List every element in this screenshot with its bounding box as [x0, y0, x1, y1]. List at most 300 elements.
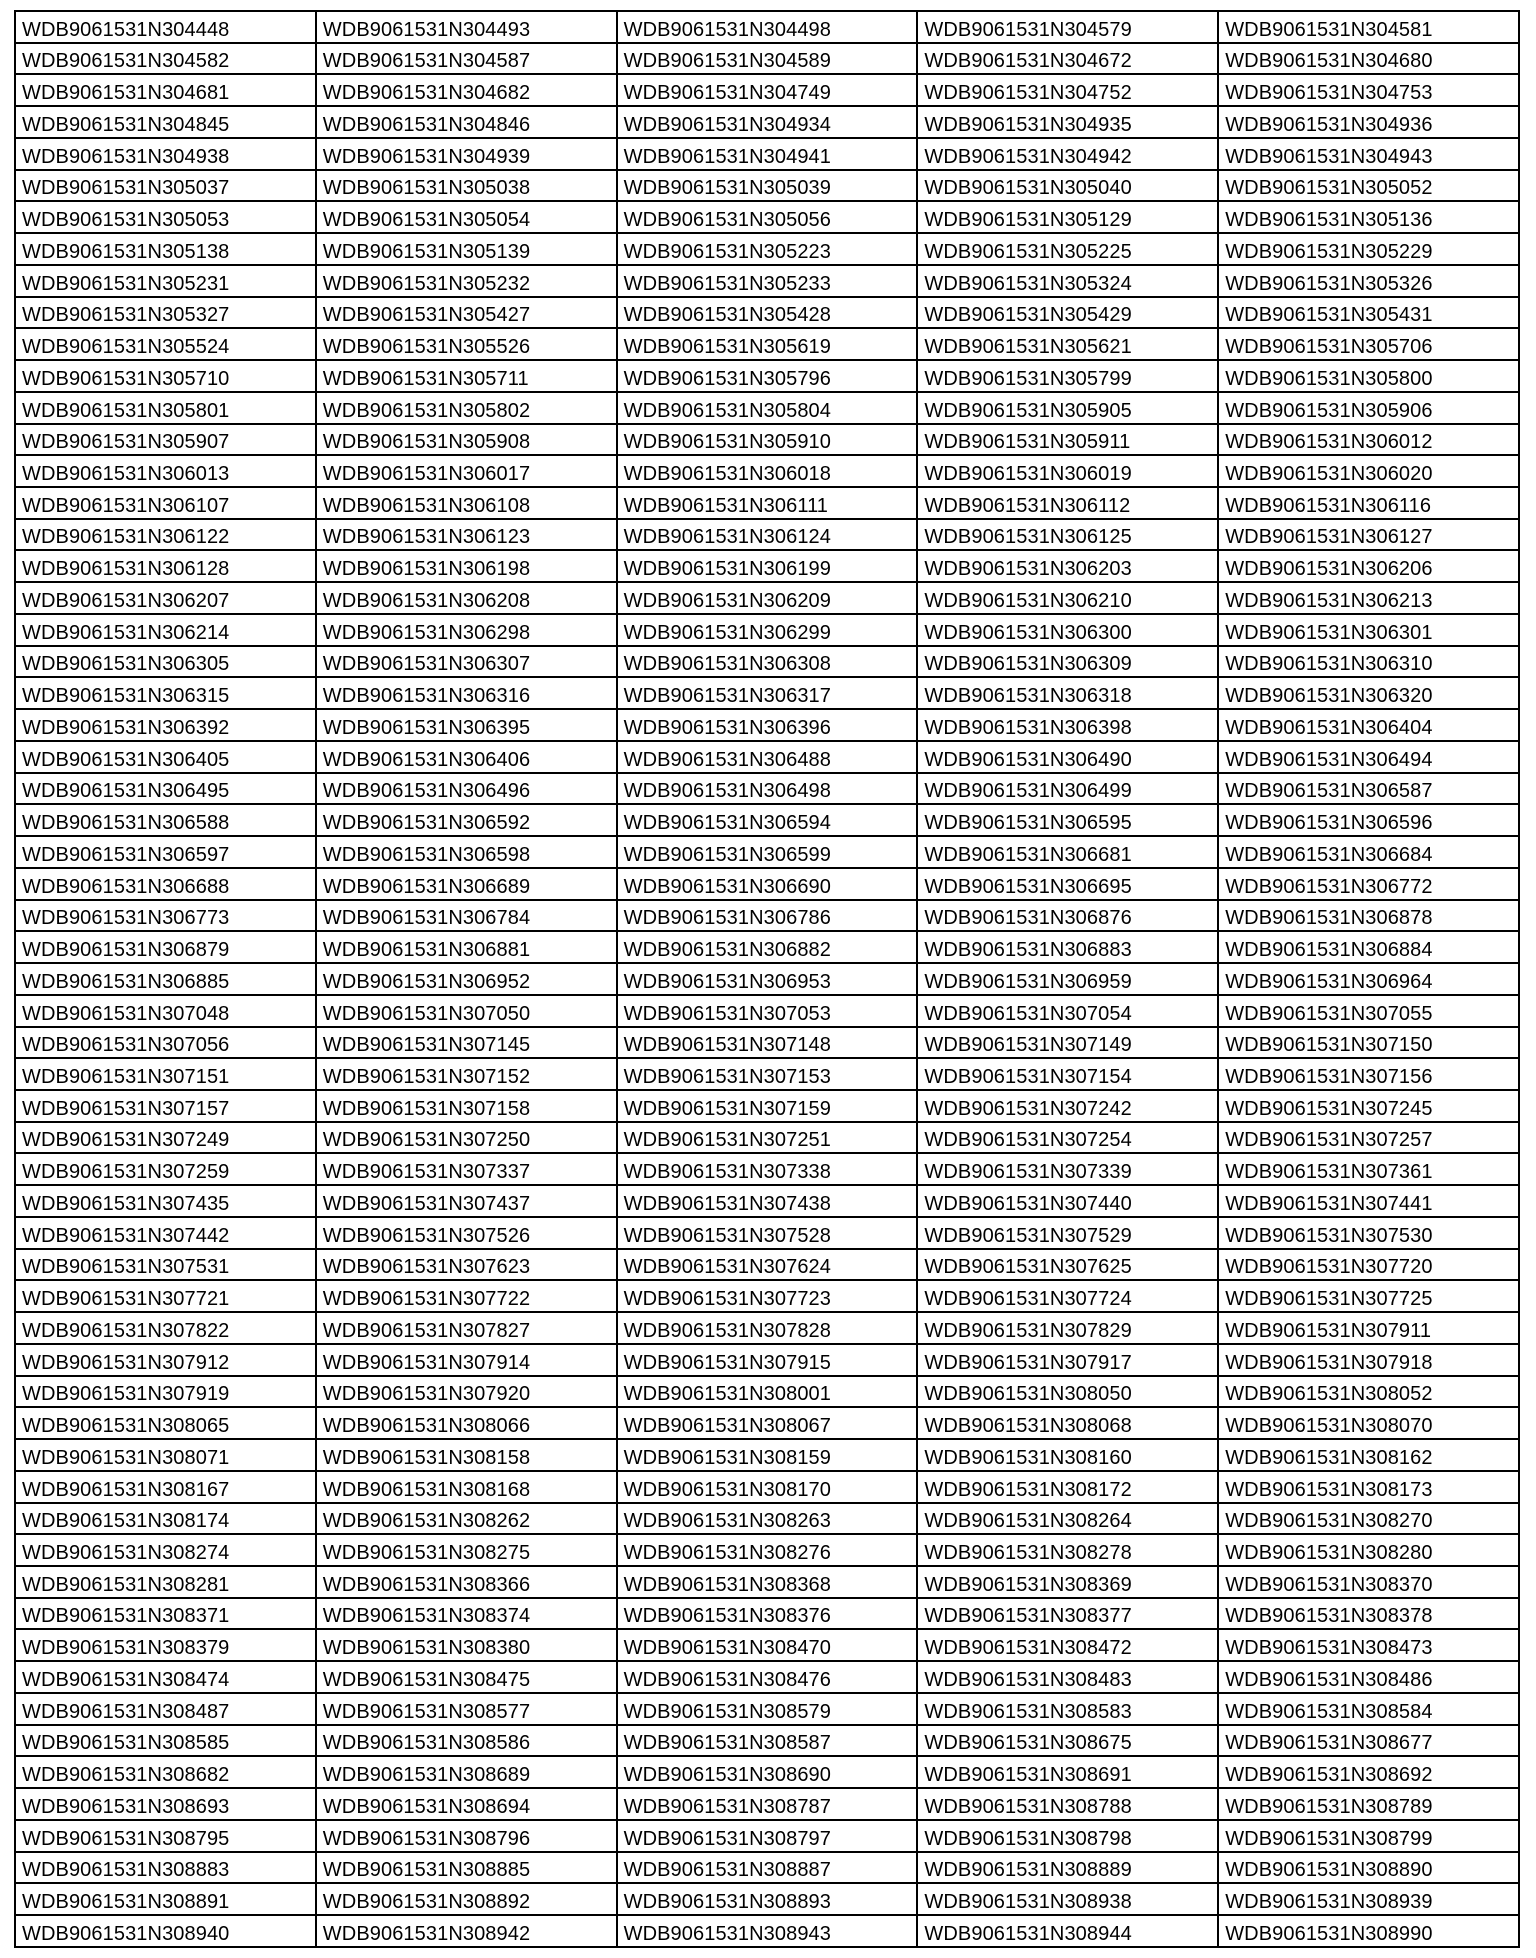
table-cell: WDB9061531N304582 — [15, 43, 316, 75]
table-row — [15, 1249, 1519, 1281]
table-cell: WDB9061531N306953 — [617, 963, 918, 995]
table-cell: WDB9061531N306315 — [15, 677, 316, 709]
table-cell: WDB9061531N308263 — [617, 1503, 918, 1535]
table-cell: WDB9061531N305619 — [617, 328, 918, 360]
table-cell: WDB9061531N306595 — [917, 804, 1218, 836]
table-row — [15, 868, 1519, 900]
table-cell: WDB9061531N306108 — [316, 487, 617, 519]
table-cell: WDB9061531N304939 — [316, 138, 617, 170]
table-row — [15, 487, 1519, 519]
table-cell: WDB9061531N308378 — [1218, 1598, 1519, 1630]
table-cell: WDB9061531N306318 — [917, 677, 1218, 709]
table-cell: WDB9061531N307250 — [316, 1122, 617, 1154]
table-cell: WDB9061531N308370 — [1218, 1566, 1519, 1598]
table-cell: WDB9061531N306592 — [316, 804, 617, 836]
table-cell: WDB9061531N306127 — [1218, 519, 1519, 551]
table-cell: WDB9061531N306959 — [917, 963, 1218, 995]
table-cell: WDB9061531N307822 — [15, 1312, 316, 1344]
table-cell: WDB9061531N306952 — [316, 963, 617, 995]
table-cell: WDB9061531N304587 — [316, 43, 617, 75]
table-cell: WDB9061531N306878 — [1218, 900, 1519, 932]
table-cell: WDB9061531N307914 — [316, 1344, 617, 1376]
table-cell: WDB9061531N308889 — [917, 1852, 1218, 1884]
table-cell: WDB9061531N308366 — [316, 1566, 617, 1598]
table-cell: WDB9061531N305039 — [617, 170, 918, 202]
table-cell: WDB9061531N307915 — [617, 1344, 918, 1376]
table-cell: WDB9061531N308486 — [1218, 1661, 1519, 1693]
table-cell: WDB9061531N306599 — [617, 836, 918, 868]
table-cell: WDB9061531N304753 — [1218, 74, 1519, 106]
table-cell: WDB9061531N308174 — [15, 1503, 316, 1535]
table-cell: WDB9061531N307156 — [1218, 1058, 1519, 1090]
table-cell: WDB9061531N306128 — [15, 550, 316, 582]
table-cell: WDB9061531N306203 — [917, 550, 1218, 582]
table-cell: WDB9061531N305138 — [15, 233, 316, 265]
table-cell: WDB9061531N305229 — [1218, 233, 1519, 265]
table-row — [15, 995, 1519, 1027]
table-cell: WDB9061531N304579 — [917, 11, 1218, 43]
table-row — [15, 614, 1519, 646]
table-cell: WDB9061531N306499 — [917, 773, 1218, 805]
table-cell: WDB9061531N306597 — [15, 836, 316, 868]
table-cell: WDB9061531N308893 — [617, 1883, 918, 1915]
table-cell: WDB9061531N308276 — [617, 1534, 918, 1566]
table-cell: WDB9061531N306206 — [1218, 550, 1519, 582]
table-cell: WDB9061531N307917 — [917, 1344, 1218, 1376]
table-cell: WDB9061531N308472 — [917, 1629, 1218, 1661]
table-row — [15, 43, 1519, 75]
table-cell: WDB9061531N306013 — [15, 455, 316, 487]
table-cell: WDB9061531N306681 — [917, 836, 1218, 868]
table-cell: WDB9061531N306882 — [617, 931, 918, 963]
table-cell: WDB9061531N305038 — [316, 170, 617, 202]
table-cell: WDB9061531N305804 — [617, 392, 918, 424]
table-cell: WDB9061531N307055 — [1218, 995, 1519, 1027]
table-cell: WDB9061531N308690 — [617, 1756, 918, 1788]
table-cell: WDB9061531N308170 — [617, 1471, 918, 1503]
table-cell: WDB9061531N307259 — [15, 1153, 316, 1185]
table-row — [15, 360, 1519, 392]
table-cell: WDB9061531N305526 — [316, 328, 617, 360]
table-cell: WDB9061531N306298 — [316, 614, 617, 646]
table-cell: WDB9061531N308052 — [1218, 1376, 1519, 1408]
table-cell: WDB9061531N308892 — [316, 1883, 617, 1915]
table-cell: WDB9061531N307911 — [1218, 1312, 1519, 1344]
table-cell: WDB9061531N306210 — [917, 582, 1218, 614]
table-cell: WDB9061531N307254 — [917, 1122, 1218, 1154]
table-cell: WDB9061531N305225 — [917, 233, 1218, 265]
table-cell: WDB9061531N307623 — [316, 1249, 617, 1281]
table-cell: WDB9061531N308939 — [1218, 1883, 1519, 1915]
table-cell: WDB9061531N305911 — [917, 424, 1218, 456]
table-row — [15, 138, 1519, 170]
table-cell: WDB9061531N306395 — [316, 709, 617, 741]
table-row — [15, 455, 1519, 487]
table-cell: WDB9061531N308583 — [917, 1693, 1218, 1725]
table-cell: WDB9061531N305327 — [15, 297, 316, 329]
table-cell: WDB9061531N307149 — [917, 1027, 1218, 1059]
table-cell: WDB9061531N305524 — [15, 328, 316, 360]
table-cell: WDB9061531N304682 — [316, 74, 617, 106]
table-cell: WDB9061531N308483 — [917, 1661, 1218, 1693]
table-cell: WDB9061531N306773 — [15, 900, 316, 932]
table-cell: WDB9061531N306122 — [15, 519, 316, 551]
table-cell: WDB9061531N306017 — [316, 455, 617, 487]
table-cell: WDB9061531N308280 — [1218, 1534, 1519, 1566]
table-cell: WDB9061531N307827 — [316, 1312, 617, 1344]
table-cell: WDB9061531N306786 — [617, 900, 918, 932]
table-cell: WDB9061531N307242 — [917, 1090, 1218, 1122]
table-cell: WDB9061531N308281 — [15, 1566, 316, 1598]
table-cell: WDB9061531N308377 — [917, 1598, 1218, 1630]
table-cell: WDB9061531N305040 — [917, 170, 1218, 202]
table-cell: WDB9061531N308369 — [917, 1566, 1218, 1598]
table-cell: WDB9061531N304749 — [617, 74, 918, 106]
table-cell: WDB9061531N308371 — [15, 1598, 316, 1630]
table-row — [15, 1598, 1519, 1630]
table-cell: WDB9061531N304943 — [1218, 138, 1519, 170]
table-cell: WDB9061531N307249 — [15, 1122, 316, 1154]
table-row — [15, 804, 1519, 836]
table-cell: WDB9061531N308990 — [1218, 1915, 1519, 1947]
table-cell: WDB9061531N308065 — [15, 1407, 316, 1439]
table-cell: WDB9061531N306496 — [316, 773, 617, 805]
table-cell: WDB9061531N307526 — [316, 1217, 617, 1249]
table-cell: WDB9061531N307919 — [15, 1376, 316, 1408]
table-cell: WDB9061531N308798 — [917, 1820, 1218, 1852]
table-cell: WDB9061531N305428 — [617, 297, 918, 329]
table-cell: WDB9061531N307440 — [917, 1185, 1218, 1217]
table-cell: WDB9061531N308586 — [316, 1725, 617, 1757]
table-cell: WDB9061531N304942 — [917, 138, 1218, 170]
table-cell: WDB9061531N306398 — [917, 709, 1218, 741]
table-cell: WDB9061531N307918 — [1218, 1344, 1519, 1376]
table-cell: WDB9061531N306111 — [617, 487, 918, 519]
table-cell: WDB9061531N306213 — [1218, 582, 1519, 614]
table-cell: WDB9061531N307048 — [15, 995, 316, 1027]
table-cell: WDB9061531N308691 — [917, 1756, 1218, 1788]
table-cell: WDB9061531N306299 — [617, 614, 918, 646]
table-cell: WDB9061531N306107 — [15, 487, 316, 519]
table-cell: WDB9061531N306209 — [617, 582, 918, 614]
table-cell: WDB9061531N305223 — [617, 233, 918, 265]
table-row — [15, 646, 1519, 678]
table-cell: WDB9061531N307338 — [617, 1153, 918, 1185]
table-row — [15, 1344, 1519, 1376]
table-cell: WDB9061531N305429 — [917, 297, 1218, 329]
table-cell: WDB9061531N305139 — [316, 233, 617, 265]
table-cell: WDB9061531N306305 — [15, 646, 316, 678]
table-cell: WDB9061531N305431 — [1218, 297, 1519, 329]
table-cell: WDB9061531N306308 — [617, 646, 918, 678]
table-cell: WDB9061531N308693 — [15, 1788, 316, 1820]
table-cell: WDB9061531N308675 — [917, 1725, 1218, 1757]
table-cell: WDB9061531N308172 — [917, 1471, 1218, 1503]
table-cell: WDB9061531N307245 — [1218, 1090, 1519, 1122]
table-cell: WDB9061531N306490 — [917, 741, 1218, 773]
table-cell: WDB9061531N305136 — [1218, 201, 1519, 233]
table-cell: WDB9061531N308167 — [15, 1471, 316, 1503]
table-row — [15, 74, 1519, 106]
table-cell: WDB9061531N304941 — [617, 138, 918, 170]
table-cell: WDB9061531N307339 — [917, 1153, 1218, 1185]
table-cell: WDB9061531N304589 — [617, 43, 918, 75]
table-cell: WDB9061531N305056 — [617, 201, 918, 233]
table-cell: WDB9061531N308158 — [316, 1439, 617, 1471]
table-row — [15, 1153, 1519, 1185]
table-cell: WDB9061531N306884 — [1218, 931, 1519, 963]
table-cell: WDB9061531N306689 — [316, 868, 617, 900]
table-cell: WDB9061531N305037 — [15, 170, 316, 202]
table-row — [15, 1756, 1519, 1788]
table-cell: WDB9061531N307150 — [1218, 1027, 1519, 1059]
table-cell: WDB9061531N308001 — [617, 1376, 918, 1408]
table-row — [15, 931, 1519, 963]
table-cell: WDB9061531N304938 — [15, 138, 316, 170]
table-cell: WDB9061531N307442 — [15, 1217, 316, 1249]
table-cell: WDB9061531N308066 — [316, 1407, 617, 1439]
table-cell: WDB9061531N308264 — [917, 1503, 1218, 1535]
table-cell: WDB9061531N308799 — [1218, 1820, 1519, 1852]
table-cell: WDB9061531N306495 — [15, 773, 316, 805]
table-row — [15, 550, 1519, 582]
table-cell: WDB9061531N307528 — [617, 1217, 918, 1249]
table-cell: WDB9061531N307251 — [617, 1122, 918, 1154]
table-row — [15, 1693, 1519, 1725]
table-cell: WDB9061531N306881 — [316, 931, 617, 963]
table-cell: WDB9061531N308262 — [316, 1503, 617, 1535]
table-cell: WDB9061531N308380 — [316, 1629, 617, 1661]
table-cell: WDB9061531N306198 — [316, 550, 617, 582]
table-cell: WDB9061531N306300 — [917, 614, 1218, 646]
table-row — [15, 1629, 1519, 1661]
table-cell: WDB9061531N307721 — [15, 1280, 316, 1312]
table-cell: WDB9061531N307625 — [917, 1249, 1218, 1281]
table-cell: WDB9061531N307152 — [316, 1058, 617, 1090]
table-cell: WDB9061531N305802 — [316, 392, 617, 424]
table-row — [15, 519, 1519, 551]
table-row — [15, 1027, 1519, 1059]
table-cell: WDB9061531N308787 — [617, 1788, 918, 1820]
table-row — [15, 1534, 1519, 1566]
table-row — [15, 1407, 1519, 1439]
table-cell: WDB9061531N308070 — [1218, 1407, 1519, 1439]
table-cell: WDB9061531N308275 — [316, 1534, 617, 1566]
table-cell: WDB9061531N307531 — [15, 1249, 316, 1281]
table-cell: WDB9061531N308487 — [15, 1693, 316, 1725]
table-cell: WDB9061531N308883 — [15, 1852, 316, 1884]
table-cell: WDB9061531N308797 — [617, 1820, 918, 1852]
table-cell: WDB9061531N308159 — [617, 1439, 918, 1471]
table-cell: WDB9061531N308943 — [617, 1915, 918, 1947]
table-cell: WDB9061531N306406 — [316, 741, 617, 773]
table-row — [15, 424, 1519, 456]
table-cell: WDB9061531N308376 — [617, 1598, 918, 1630]
table-row — [15, 1122, 1519, 1154]
table-cell: WDB9061531N306316 — [316, 677, 617, 709]
table-cell: WDB9061531N306588 — [15, 804, 316, 836]
table-cell: WDB9061531N306301 — [1218, 614, 1519, 646]
table-cell: WDB9061531N307829 — [917, 1312, 1218, 1344]
table-cell: WDB9061531N307148 — [617, 1027, 918, 1059]
table-row — [15, 1217, 1519, 1249]
table-cell: WDB9061531N306207 — [15, 582, 316, 614]
table-cell: WDB9061531N306596 — [1218, 804, 1519, 836]
table-cell: WDB9061531N304498 — [617, 11, 918, 43]
table-cell: WDB9061531N307725 — [1218, 1280, 1519, 1312]
table-cell: WDB9061531N306392 — [15, 709, 316, 741]
table-cell: WDB9061531N304680 — [1218, 43, 1519, 75]
table-cell: WDB9061531N308789 — [1218, 1788, 1519, 1820]
table-cell: WDB9061531N308476 — [617, 1661, 918, 1693]
table-cell: WDB9061531N308788 — [917, 1788, 1218, 1820]
table-cell: WDB9061531N308689 — [316, 1756, 617, 1788]
table-cell: WDB9061531N307435 — [15, 1185, 316, 1217]
table-cell: WDB9061531N308474 — [15, 1661, 316, 1693]
table-cell: WDB9061531N306404 — [1218, 709, 1519, 741]
table-cell: WDB9061531N308677 — [1218, 1725, 1519, 1757]
table-cell: WDB9061531N308587 — [617, 1725, 918, 1757]
table-cell: WDB9061531N305710 — [15, 360, 316, 392]
table-cell: WDB9061531N308071 — [15, 1439, 316, 1471]
table-row — [15, 201, 1519, 233]
table-cell: WDB9061531N308274 — [15, 1534, 316, 1566]
table-cell: WDB9061531N307054 — [917, 995, 1218, 1027]
table-cell: WDB9061531N307154 — [917, 1058, 1218, 1090]
table-cell: WDB9061531N308890 — [1218, 1852, 1519, 1884]
table-cell: WDB9061531N304752 — [917, 74, 1218, 106]
table-cell: WDB9061531N307437 — [316, 1185, 617, 1217]
table-cell: WDB9061531N308938 — [917, 1883, 1218, 1915]
table-cell: WDB9061531N306208 — [316, 582, 617, 614]
table-cell: WDB9061531N304681 — [15, 74, 316, 106]
table-row — [15, 1503, 1519, 1535]
table-cell: WDB9061531N305801 — [15, 392, 316, 424]
table-cell: WDB9061531N306309 — [917, 646, 1218, 678]
table-cell: WDB9061531N305906 — [1218, 392, 1519, 424]
table-cell: WDB9061531N305129 — [917, 201, 1218, 233]
table-row — [15, 1661, 1519, 1693]
table-cell: WDB9061531N306684 — [1218, 836, 1519, 868]
table-cell: WDB9061531N306317 — [617, 677, 918, 709]
table-cell: WDB9061531N305800 — [1218, 360, 1519, 392]
table-cell: WDB9061531N307337 — [316, 1153, 617, 1185]
table-row — [15, 1915, 1519, 1947]
table-cell: WDB9061531N306494 — [1218, 741, 1519, 773]
table-cell: WDB9061531N306876 — [917, 900, 1218, 932]
table-row — [15, 392, 1519, 424]
table-cell: WDB9061531N308944 — [917, 1915, 1218, 1947]
table-row — [15, 963, 1519, 995]
table-row — [15, 773, 1519, 805]
table-cell: WDB9061531N307441 — [1218, 1185, 1519, 1217]
table-cell: WDB9061531N308577 — [316, 1693, 617, 1725]
table-cell: WDB9061531N306124 — [617, 519, 918, 551]
table-cell: WDB9061531N307624 — [617, 1249, 918, 1281]
table-cell: WDB9061531N305324 — [917, 265, 1218, 297]
table-cell: WDB9061531N308278 — [917, 1534, 1218, 1566]
table-row — [15, 836, 1519, 868]
table-cell: WDB9061531N308067 — [617, 1407, 918, 1439]
table-row — [15, 233, 1519, 265]
table-cell: WDB9061531N307257 — [1218, 1122, 1519, 1154]
table-cell: WDB9061531N304845 — [15, 106, 316, 138]
table-cell: WDB9061531N306116 — [1218, 487, 1519, 519]
table-cell: WDB9061531N307828 — [617, 1312, 918, 1344]
table-cell: WDB9061531N308050 — [917, 1376, 1218, 1408]
table-cell: WDB9061531N305621 — [917, 328, 1218, 360]
table-cell: WDB9061531N306598 — [316, 836, 617, 868]
table-cell: WDB9061531N306690 — [617, 868, 918, 900]
table-cell: WDB9061531N306019 — [917, 455, 1218, 487]
table-cell: WDB9061531N306405 — [15, 741, 316, 773]
table-cell: WDB9061531N306879 — [15, 931, 316, 963]
table-cell: WDB9061531N306695 — [917, 868, 1218, 900]
table-cell: WDB9061531N306784 — [316, 900, 617, 932]
table-cell: WDB9061531N308579 — [617, 1693, 918, 1725]
table-cell: WDB9061531N307157 — [15, 1090, 316, 1122]
table-row — [15, 677, 1519, 709]
table-cell: WDB9061531N308168 — [316, 1471, 617, 1503]
table-row — [15, 106, 1519, 138]
table-cell: WDB9061531N305232 — [316, 265, 617, 297]
table-cell: WDB9061531N308887 — [617, 1852, 918, 1884]
table-cell: WDB9061531N307153 — [617, 1058, 918, 1090]
vin-table-body — [15, 11, 1519, 1947]
table-cell: WDB9061531N306883 — [917, 931, 1218, 963]
table-cell: WDB9061531N308470 — [617, 1629, 918, 1661]
table-cell: WDB9061531N306307 — [316, 646, 617, 678]
table-cell: WDB9061531N307722 — [316, 1280, 617, 1312]
table-cell: WDB9061531N304935 — [917, 106, 1218, 138]
table-cell: WDB9061531N305326 — [1218, 265, 1519, 297]
table-cell: WDB9061531N307159 — [617, 1090, 918, 1122]
table-row — [15, 900, 1519, 932]
table-cell: WDB9061531N308682 — [15, 1756, 316, 1788]
table-cell: WDB9061531N308379 — [15, 1629, 316, 1661]
table-row — [15, 1471, 1519, 1503]
table-cell: WDB9061531N306123 — [316, 519, 617, 551]
table-cell: WDB9061531N308585 — [15, 1725, 316, 1757]
table-cell: WDB9061531N306688 — [15, 868, 316, 900]
table-row — [15, 328, 1519, 360]
table-cell: WDB9061531N308173 — [1218, 1471, 1519, 1503]
table-row — [15, 1788, 1519, 1820]
table-cell: WDB9061531N304846 — [316, 106, 617, 138]
table-cell: WDB9061531N304493 — [316, 11, 617, 43]
table-cell: WDB9061531N306214 — [15, 614, 316, 646]
table-cell: WDB9061531N308270 — [1218, 1503, 1519, 1535]
table-row — [15, 1820, 1519, 1852]
table-row — [15, 1566, 1519, 1598]
table-cell: WDB9061531N308475 — [316, 1661, 617, 1693]
table-cell: WDB9061531N306125 — [917, 519, 1218, 551]
table-row — [15, 1058, 1519, 1090]
table-cell: WDB9061531N308942 — [316, 1915, 617, 1947]
table-cell: WDB9061531N308692 — [1218, 1756, 1519, 1788]
table-cell: WDB9061531N305233 — [617, 265, 918, 297]
table-row — [15, 1725, 1519, 1757]
table-cell: WDB9061531N308068 — [917, 1407, 1218, 1439]
table-cell: WDB9061531N305052 — [1218, 170, 1519, 202]
vin-table — [14, 10, 1520, 1948]
table-cell: WDB9061531N305907 — [15, 424, 316, 456]
table-cell: WDB9061531N308891 — [15, 1883, 316, 1915]
table-cell: WDB9061531N305799 — [917, 360, 1218, 392]
table-cell: WDB9061531N306199 — [617, 550, 918, 582]
table-cell: WDB9061531N306488 — [617, 741, 918, 773]
table-row — [15, 1185, 1519, 1217]
